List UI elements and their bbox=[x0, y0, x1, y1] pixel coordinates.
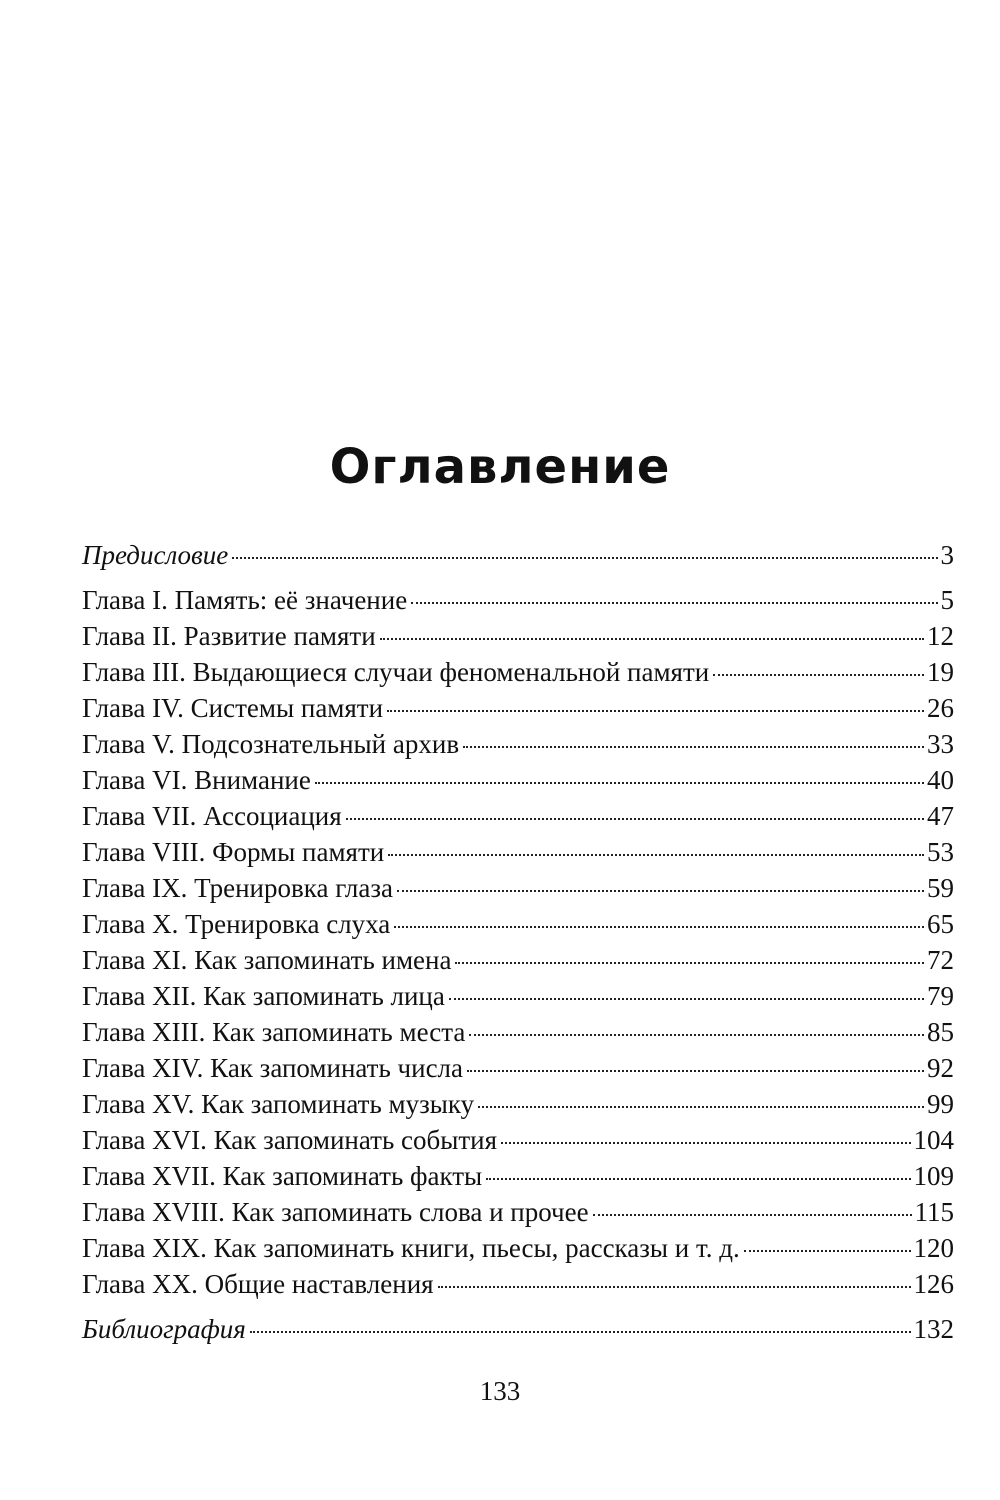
toc-entry-page: 3 bbox=[940, 540, 954, 570]
page-title: Оглавление bbox=[329, 439, 671, 496]
toc-entry bbox=[82, 1311, 954, 1347]
toc-entry-title: Глава VII. Ассоциация bbox=[82, 801, 342, 831]
toc-entry-title: Глава X. Тренировка слуха bbox=[82, 909, 391, 939]
dot-leader bbox=[744, 1250, 911, 1252]
toc-entry-page: 47 bbox=[927, 801, 954, 831]
dot-leader bbox=[387, 710, 924, 712]
dot-leader bbox=[250, 1331, 911, 1333]
toc-entry bbox=[82, 1230, 954, 1266]
toc-entry-title: Глава XVI. Как запоминать события bbox=[82, 1125, 498, 1155]
toc-entry-page: 40 bbox=[927, 765, 954, 795]
toc-entry-page: 53 bbox=[927, 837, 954, 867]
toc-entry-page: 120 bbox=[913, 1233, 954, 1263]
toc-entry-title: Глава II. Развитие памяти bbox=[82, 621, 376, 651]
dot-leader bbox=[501, 1142, 910, 1144]
toc-entry-page: 72 bbox=[927, 945, 954, 975]
toc-entry bbox=[82, 1050, 954, 1086]
toc-entry-page: 5 bbox=[940, 585, 954, 615]
toc-entry-title: Глава V. Подсознательный архив bbox=[82, 729, 460, 759]
toc-entry-title: Глава XIII. Как запоминать места bbox=[82, 1017, 466, 1047]
toc-entry-title: Глава XV. Как запоминать музыку bbox=[82, 1089, 475, 1119]
toc-entry-title: Глава XIV. Как запоминать числа bbox=[82, 1053, 464, 1083]
toc-entry-page: 12 bbox=[927, 621, 954, 651]
toc-entry bbox=[82, 978, 954, 1014]
toc-entry-title: Глава XVII. Как запоминать факты bbox=[82, 1161, 483, 1191]
toc-entry-page: 19 bbox=[927, 657, 954, 687]
toc-entry bbox=[82, 618, 954, 654]
toc-entry bbox=[82, 1158, 954, 1194]
toc-entry-title: Глава XVIII. Как запоминать слова и прочее bbox=[82, 1197, 589, 1227]
dot-leader bbox=[232, 557, 937, 559]
toc-entry-page: 92 bbox=[927, 1053, 954, 1083]
toc-entry-title: Библиография bbox=[82, 1314, 246, 1344]
dot-leader bbox=[463, 746, 924, 748]
toc-entry-title: Глава VI. Внимание bbox=[82, 765, 311, 795]
dot-leader bbox=[467, 1070, 924, 1072]
dot-leader bbox=[397, 890, 924, 892]
toc-entry bbox=[82, 870, 954, 906]
toc-entry bbox=[82, 1014, 954, 1050]
toc-entry-title: Глава XI. Как запоминать имена bbox=[82, 945, 452, 975]
toc-entry bbox=[82, 1266, 954, 1302]
toc-entry-page: 26 bbox=[927, 693, 954, 723]
table-of-contents bbox=[82, 537, 954, 1347]
toc-entry-title: Глава IV. Системы памяти bbox=[82, 693, 384, 723]
toc-entry bbox=[82, 762, 954, 798]
toc-entry-title: Глава VIII. Формы памяти bbox=[82, 837, 385, 867]
dot-leader bbox=[478, 1106, 924, 1108]
toc-entry-page: 109 bbox=[913, 1161, 954, 1191]
toc-entry-page: 104 bbox=[913, 1125, 954, 1155]
dot-leader bbox=[346, 818, 924, 820]
dot-leader bbox=[713, 674, 924, 676]
dot-leader bbox=[593, 1214, 912, 1216]
toc-entry-title: Глава XIX. Как запоминать книги, пьесы, рассказы и т. д. bbox=[82, 1233, 740, 1263]
dot-leader bbox=[380, 638, 924, 640]
toc-entry-page: 115 bbox=[914, 1197, 954, 1227]
toc-entry bbox=[82, 690, 954, 726]
dot-leader bbox=[388, 854, 924, 856]
toc-entry-title: Глава I. Память: её значение bbox=[82, 585, 408, 615]
toc-entry-page: 59 bbox=[927, 873, 954, 903]
toc-entry-title: Глава XII. Как запоминать лица bbox=[82, 981, 445, 1011]
dot-leader bbox=[455, 962, 924, 964]
toc-entry bbox=[82, 654, 954, 690]
toc-entry-title: Глава IX. Тренировка глаза bbox=[82, 873, 394, 903]
toc-entry bbox=[82, 726, 954, 762]
toc-entry-page: 85 bbox=[927, 1017, 954, 1047]
toc-entry-title: Предисловие bbox=[82, 540, 229, 570]
toc-entry bbox=[82, 1086, 954, 1122]
dot-leader bbox=[394, 926, 924, 928]
dot-leader bbox=[315, 782, 924, 784]
toc-entry bbox=[82, 834, 954, 870]
toc-entry-page: 33 bbox=[927, 729, 954, 759]
dot-leader bbox=[449, 998, 924, 1000]
toc-entry-title: Глава XX. Общие наставления bbox=[82, 1269, 434, 1299]
toc-entry-page: 65 bbox=[927, 909, 954, 939]
toc-entry-page: 99 bbox=[927, 1089, 954, 1119]
toc-entry bbox=[82, 942, 954, 978]
toc-entry-title: Глава III. Выдающиеся случаи феноменальной памяти bbox=[82, 657, 710, 687]
toc-entry bbox=[82, 906, 954, 942]
toc-entry bbox=[82, 582, 954, 618]
toc-entry-page: 132 bbox=[913, 1314, 954, 1344]
toc-entry bbox=[82, 1122, 954, 1158]
toc-entry-page: 79 bbox=[927, 981, 954, 1011]
dot-leader bbox=[486, 1178, 910, 1180]
dot-leader bbox=[469, 1034, 924, 1036]
dot-leader bbox=[438, 1286, 911, 1288]
dot-leader bbox=[411, 602, 937, 604]
toc-entry-page: 126 bbox=[913, 1269, 954, 1299]
toc-entry bbox=[82, 798, 954, 834]
toc-entry bbox=[82, 1194, 954, 1230]
page-number: 133 bbox=[479, 1376, 521, 1406]
toc-entry bbox=[82, 537, 954, 573]
